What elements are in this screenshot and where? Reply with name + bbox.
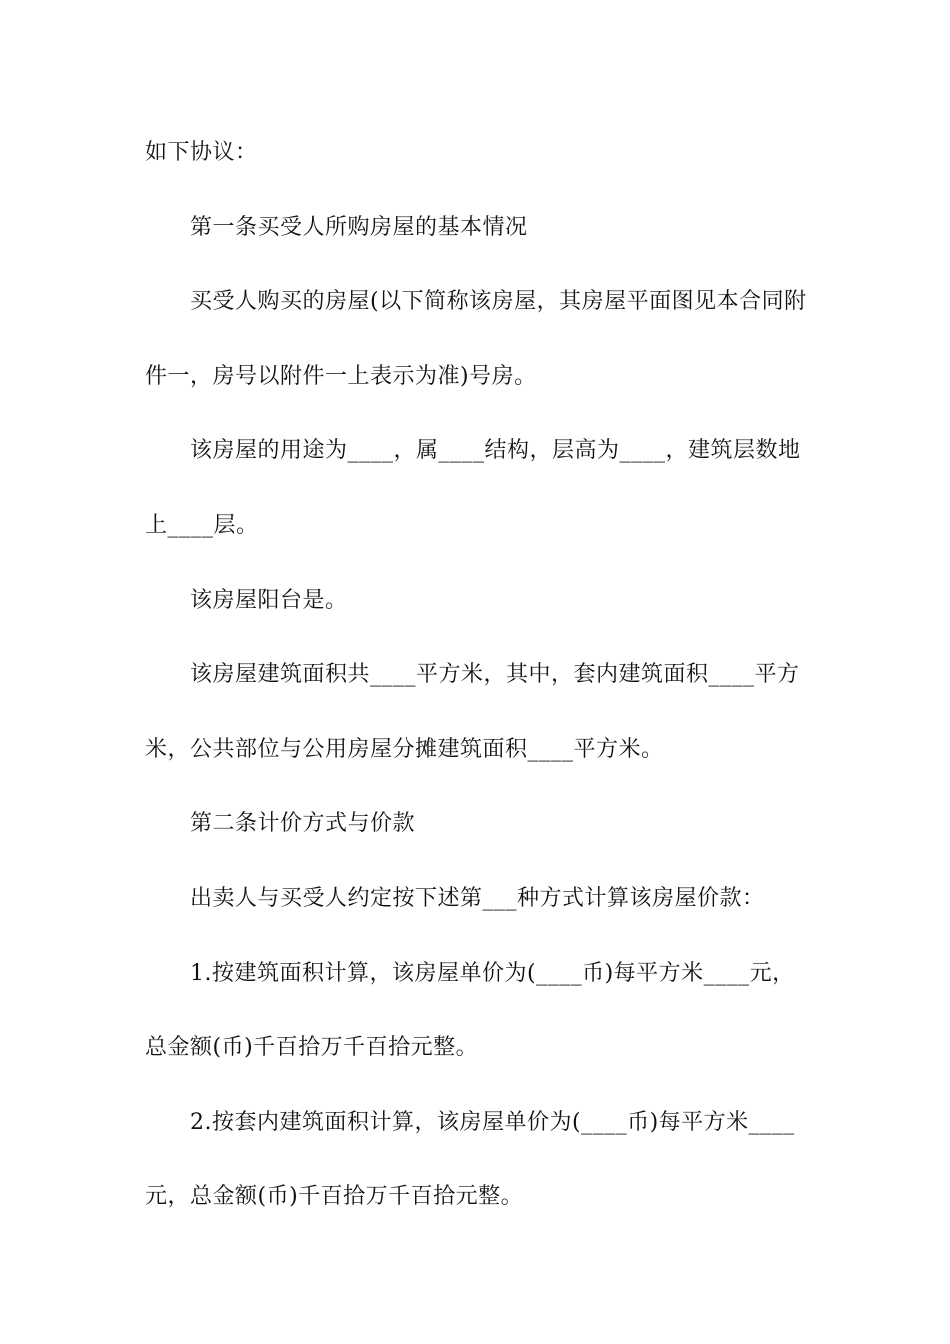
document-body	[145, 131, 805, 1250]
paragraph-line: 元，总金额(币)千百拾万千百拾元整。	[145, 1184, 524, 1210]
paragraph-line: 买受人购买的房屋(以下简称该房屋，其房屋平面图见本合同附	[190, 289, 807, 315]
paragraph-line: 米，公共部位与公用房屋分摊建筑面积____平方米。	[145, 736, 664, 762]
paragraph-line: 上____层。	[145, 512, 259, 538]
paragraph-line: 该房屋的用途为____，属____结构，层高为____，建筑层数地	[190, 438, 801, 464]
section-heading-article-1: 第一条买受人所购房屋的基本情况	[190, 214, 528, 240]
paragraph-line: 总金额(币)千百拾万千百拾元整。	[145, 1035, 479, 1061]
paragraph-line: 2.按套内建筑面积计算，该房屋单价为(____币)每平方米____	[190, 1109, 795, 1135]
paragraph-line: 1.按建筑面积计算，该房屋单价为(____币)每平方米____元，	[190, 960, 795, 986]
section-heading-article-2: 第二条计价方式与价款	[190, 811, 416, 837]
paragraph-line: 件一，房号以附件一上表示为准)号房。	[145, 363, 537, 389]
paragraph-line: 出卖人与买受人约定按下述第___种方式计算该房屋价款：	[190, 885, 765, 911]
paragraph-line: 该房屋建筑面积共____平方米，其中，套内建筑面积____平方	[190, 662, 800, 688]
paragraph-line: 该房屋阳台是。	[190, 587, 348, 613]
paragraph-line: 如下协议：	[145, 140, 258, 165]
